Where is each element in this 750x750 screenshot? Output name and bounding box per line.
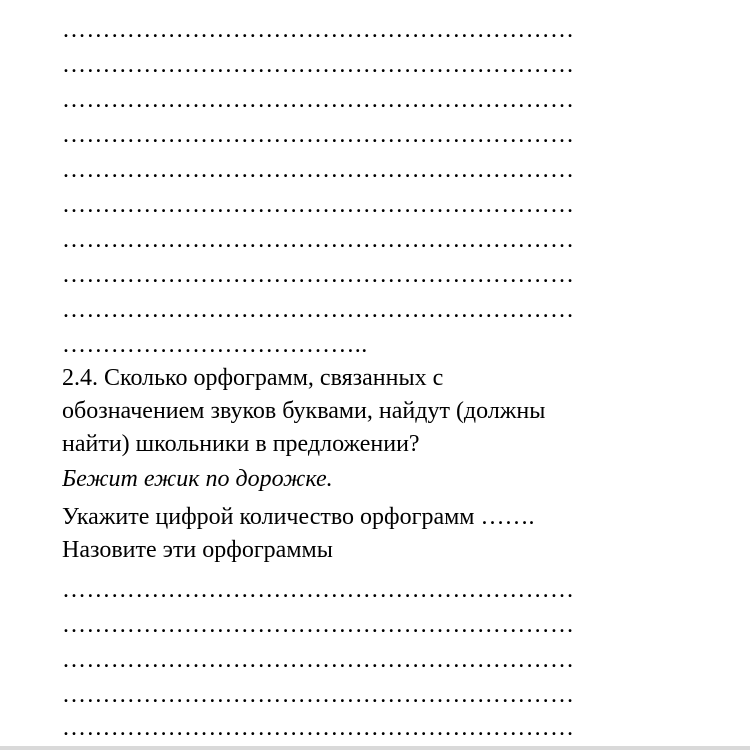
answer-dot-line: ……………………………………………………… (62, 52, 575, 78)
answer-dot-line: ……………………………………………………… (62, 612, 575, 638)
answer-dot-line: ……………………………………………………… (62, 192, 575, 218)
answer-dot-line: ……………………………………………………… (62, 122, 575, 148)
answer-dot-line: ……………………………………………………… (62, 577, 575, 603)
answer-dot-line: ……………………………………………………… (62, 17, 575, 43)
question-text-line-1: 2.4. Сколько орфограмм, связанных с (62, 365, 444, 391)
answer-dot-line: ……………………………………………………… (62, 715, 575, 741)
instruction-name: Назовите эти орфограммы (62, 537, 333, 563)
answer-dot-line: ……………………………………………………… (62, 682, 575, 708)
answer-dot-line: ……………………………………………………… (62, 157, 575, 183)
question-text-line-2: обозначением звуков буквами, найдут (должны (62, 398, 546, 424)
answer-dot-line: ……………………………………………………… (62, 87, 575, 113)
answer-dot-line-short: ……………………………….. (62, 332, 368, 358)
example-sentence: Бежит ежик по дорожке. (62, 466, 333, 492)
instruction-count: Укажите цифрой количество орфограмм ……. (62, 504, 535, 530)
answer-dot-line: ……………………………………………………… (62, 297, 575, 323)
answer-dot-line: ……………………………………………………… (62, 227, 575, 253)
question-text-line-3: найти) школьники в предложении? (62, 431, 420, 457)
page-bottom-edge (0, 746, 750, 750)
answer-dot-line: ……………………………………………………… (62, 647, 575, 673)
answer-dot-line: ……………………………………………………… (62, 262, 575, 288)
